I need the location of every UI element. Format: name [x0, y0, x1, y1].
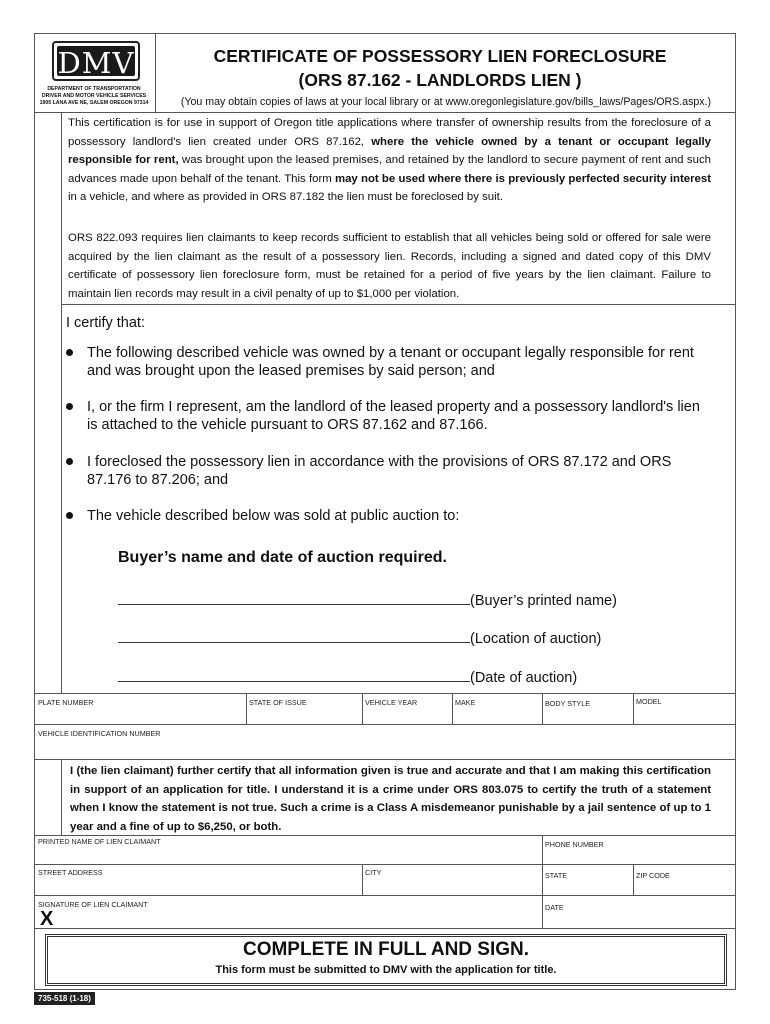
- plate-number-field[interactable]: PLATE NUMBER: [38, 698, 94, 707]
- vehicle-table-top: [34, 693, 736, 694]
- street-address-field[interactable]: STREET ADDRESS: [38, 868, 103, 877]
- state-of-issue-field[interactable]: STATE OF ISSUE: [249, 698, 307, 707]
- department-address: [36, 86, 152, 107]
- auction-date-line[interactable]: [118, 669, 470, 682]
- certify-bullet-1: [66, 344, 712, 380]
- certify-bullet-2: [66, 398, 712, 434]
- header-divider: [155, 33, 156, 113]
- vehicle-col-divider: [246, 693, 247, 724]
- bullet-icon: [66, 458, 73, 465]
- buyer-required-heading: Buyer’s name and date of auction required.: [118, 549, 447, 566]
- intro-bottom-rule: [61, 304, 736, 305]
- city-field[interactable]: CITY: [365, 868, 382, 877]
- vin-field[interactable]: VEHICLE IDENTIFICATION NUMBER: [38, 729, 161, 738]
- certify-bullet-4: [66, 507, 712, 525]
- buyer-name-field[interactable]: [118, 592, 617, 609]
- form-title: CERTIFICATE OF POSSESSORY LIEN FORECLOSURE: [213, 46, 667, 66]
- intro-text-e: in a vehicle, and where as provided in ORS 87.182 the lien must be foreclosed by suit.: [68, 191, 503, 203]
- certify-bullet-3: [66, 453, 712, 489]
- bullet-text: I, or the firm I represent, am the landlord of the leased property and a possessory landlord's lien is attached to the vehicle pursuant to ORS 87.162 and 87.166.: [87, 399, 700, 433]
- date-field[interactable]: DATE: [545, 903, 564, 912]
- dmv-logo-text: DMV: [57, 46, 135, 80]
- form-subtitle: (ORS 87.162 - LANDLORDS LIEN ): [298, 70, 582, 90]
- submit-instruction: This form must be submitted to DMV with the application for title.: [215, 964, 557, 976]
- complete-instruction: COMPLETE IN FULL AND SIGN.: [242, 939, 530, 960]
- statement-left-rule: [61, 759, 62, 836]
- bullet-icon: [66, 349, 73, 356]
- make-field[interactable]: MAKE: [455, 698, 476, 707]
- auction-location-line[interactable]: [118, 630, 470, 643]
- model-field[interactable]: MODEL: [636, 697, 662, 706]
- buyer-name-label: (Buyer’s printed name): [470, 593, 617, 609]
- auction-location-field[interactable]: [118, 630, 601, 647]
- intro-paragraph-2: ORS 822.093 requires lien claimants to keep records sufficient to establish that all vehicles being sold or offered for sale were acquired by the lien claimant as the result of a possessory lien. Records, including a signed and dated copy of this DMV certificate of possessory lien foreclosure form, must be retained for a period of five years by the lien claimant. Failure to maintain lien records may result in a civil penalty of up to $1,000 per violation.: [68, 232, 711, 300]
- intro-paragraph-1: [68, 114, 711, 207]
- claimant-col-divider: [542, 835, 543, 928]
- vin-row-bottom: [34, 759, 736, 760]
- state-field[interactable]: STATE: [545, 871, 568, 880]
- intro-text-c: was brought upon the leased premises, and retained by the landlord to secure payment of rent and such advances made upon behalf of the tenant. This form: [68, 154, 711, 185]
- form-number-badge: 735-518 (1-18): [34, 992, 95, 1005]
- bullet-icon: [66, 403, 73, 410]
- vehicle-col-divider: [542, 693, 543, 724]
- phone-number-field[interactable]: PHONE NUMBER: [545, 840, 604, 849]
- claimant-row-divider: [34, 835, 736, 836]
- header-bottom-rule: [34, 112, 736, 113]
- claimant-row-divider: [34, 928, 736, 929]
- certify-heading: I certify that:: [66, 315, 145, 331]
- zip-code-field[interactable]: ZIP CODE: [636, 871, 670, 880]
- intro-text-d-bold: may not be used where there is previously perfected security interest: [331, 172, 711, 185]
- certify-left-rule: [61, 305, 62, 693]
- buyer-name-line[interactable]: [118, 592, 470, 605]
- auction-date-field[interactable]: [118, 669, 577, 686]
- vehicle-col-divider: [362, 693, 363, 724]
- vehicle-col-divider: [452, 693, 453, 724]
- claimant-row-divider: [34, 895, 736, 896]
- bullet-text: The vehicle described below was sold at public auction to:: [87, 508, 460, 524]
- laws-note: (You may obtain copies of laws at your local library or at www.oregonlegislature.gov/bills_laws/Pages/ORS.aspx.): [180, 96, 712, 108]
- vehicle-col-divider: [633, 693, 634, 724]
- dept-line-1: DEPARTMENT OF TRANSPORTATION: [47, 86, 141, 92]
- intro-text-a: This certification is for use in support of Oregon title applications where transfer of ownership results from the foreclosure of a possessory landlord's lien created under ORS 87.162,: [68, 117, 711, 148]
- printed-name-field[interactable]: PRINTED NAME OF LIEN CLAIMANT: [38, 837, 161, 846]
- intro-text-b-bold: where the vehicle owned by a tenant or occupant legally responsible for rent,: [68, 135, 711, 166]
- body-style-field[interactable]: BODY STYLE: [545, 699, 591, 708]
- dmv-logo: [52, 41, 140, 81]
- vehicle-row-divider: [34, 724, 736, 725]
- auction-location-label: (Location of auction): [470, 631, 602, 647]
- signature-x-mark: X: [40, 908, 54, 930]
- signature-field[interactable]: SIGNATURE OF LIEN CLAIMANT: [38, 900, 148, 909]
- vehicle-year-field[interactable]: VEHICLE YEAR: [365, 698, 418, 707]
- dept-line-3: 1905 LANA AVE NE, SALEM OREGON 97314: [39, 100, 149, 106]
- auction-date-label: (Date of auction): [470, 670, 578, 686]
- claimant-col-divider: [362, 864, 363, 895]
- bullet-text: I foreclosed the possessory lien in accordance with the provisions of ORS 87.172 and ORS 87.176 to 87.206; and: [87, 454, 672, 488]
- bullet-text: The following described vehicle was owned by a tenant or occupant legally responsible for rent and was brought upon the leased premises by said person; and: [87, 345, 694, 379]
- claimant-row-divider: [34, 864, 736, 865]
- intro-left-rule: [61, 112, 62, 304]
- claimant-statement: I (the lien claimant) further certify that all information given is true and accurate and that I am making this certification in support of an application for title. I understand it is a crime under ORS 803.075 to certify the truth of a statement when I know the statement is not true. Such a crime is a Class A misdemeanor punishable by a jail sentence of up to 1 year and a fine of up to $6,250, or both.: [70, 765, 711, 833]
- claimant-col-divider: [633, 864, 634, 895]
- dept-line-2: DRIVER AND MOTOR VEHICLE SERVICES: [41, 93, 147, 99]
- bullet-icon: [66, 512, 73, 519]
